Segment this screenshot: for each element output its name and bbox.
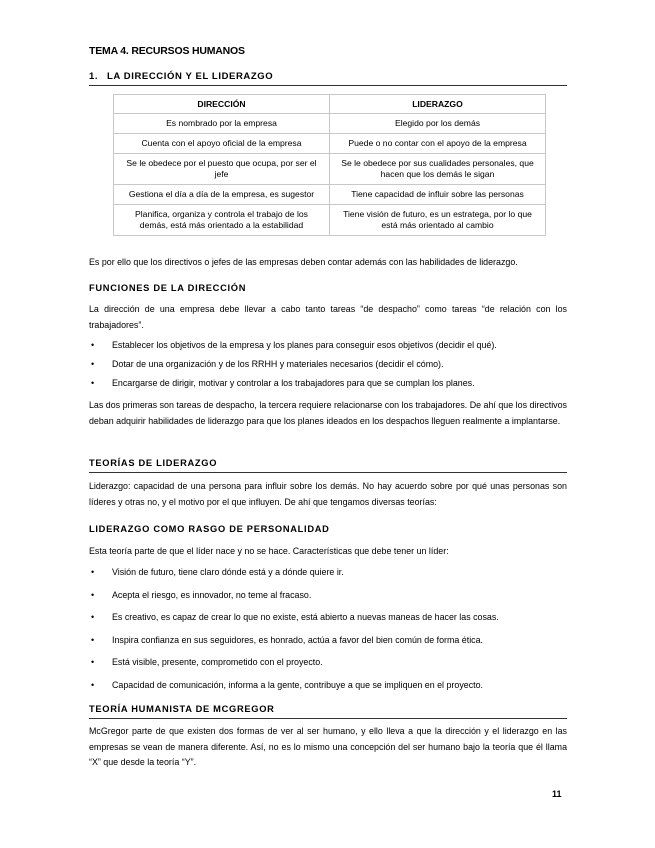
bullet-marker: • xyxy=(91,378,95,388)
list-item-text: Dotar de una organización y de los RRHH y materiales necesarios (decidir el cómo). xyxy=(112,359,444,369)
table-row xyxy=(114,205,546,236)
table-cell: Se le obedece por el puesto que ocupa, por ser el jefe xyxy=(114,154,330,185)
rasgo-bullet-list xyxy=(89,567,567,702)
list-item-text: Visión de futuro, tiene claro dónde está y a dónde quiere ir. xyxy=(112,567,344,577)
section-label: LA DIRECCIÓN Y EL LIDERAZGO xyxy=(107,71,274,82)
section-heading-rasgo: LIDERAZGO COMO RASGO DE PERSONALIDAD xyxy=(89,524,330,534)
section-heading-funciones: FUNCIONES DE LA DIRECCIÓN xyxy=(89,283,247,293)
table-header-liderazgo: LIDERAZGO xyxy=(330,95,546,114)
list-item xyxy=(89,635,567,658)
list-item xyxy=(89,359,567,378)
bullet-marker: • xyxy=(91,340,95,350)
bullet-marker: • xyxy=(91,679,95,690)
paragraph-teorias: Liderazgo: capacidad de una persona para influir sobre los demás. No hay acuerdo sobre por qué unas personas son líderes y otras no, y el motivo por el que influyen. De ahí que tengamos diversas teorías: xyxy=(89,481,567,507)
list-item xyxy=(89,657,567,680)
list-item-text: Capacidad de comunicación, informa a la gente, contribuye a que se impliquen en el proyecto. xyxy=(112,679,484,690)
bullet-marker: • xyxy=(91,567,95,577)
bullet-marker: • xyxy=(91,359,95,369)
list-item xyxy=(89,612,567,635)
section-heading-humanista: TEORÍA HUMANISTA DE MCGREGOR xyxy=(89,704,567,719)
paragraph-after-table: Es por ello que los directivos o jefes de las empresas deben contar además con las habilidades de liderazgo. xyxy=(89,257,518,267)
bullet-marker: • xyxy=(91,589,95,600)
bullet-marker: • xyxy=(91,634,95,645)
section-number: 1. xyxy=(89,71,99,82)
list-item xyxy=(89,567,567,590)
list-item-text: Inspira confianza en sus seguidores, es honrado, actúa a favor del bien común de forma ética. xyxy=(112,634,483,645)
list-item xyxy=(89,590,567,613)
table-cell: Es nombrado por la empresa xyxy=(114,114,330,134)
list-item-text: Acepta el riesgo, es innovador, no teme al fracaso. xyxy=(112,589,312,600)
list-item xyxy=(89,378,567,397)
table-header-row xyxy=(114,95,546,114)
list-item-text: Es creativo, es capaz de crear lo que no existe, está abierto a nuevas maneas de hacer las cosas. xyxy=(112,612,499,622)
paragraph-rasgo-intro: Esta teoría parte de que el líder nace y no se hace. Características que debe tener un líder: xyxy=(89,546,449,556)
table-cell: Planifica, organiza y controla el trabajo de los demás, está más orientado a la estabilidad xyxy=(114,205,330,236)
table-header-direccion: DIRECCIÓN xyxy=(114,95,330,114)
table-cell: Cuenta con el apoyo oficial de la empresa xyxy=(114,134,330,154)
page-number: 11 xyxy=(552,789,562,799)
list-item xyxy=(89,340,567,359)
table-cell: Elegido por los demás xyxy=(330,114,546,134)
table-cell: Gestiona el día a día de la empresa, es sugestor xyxy=(114,185,330,205)
comparison-table xyxy=(113,94,546,236)
paragraph-humanista: McGregor parte de que existen dos formas de ver al ser humano, y ello lleva a que la dirección y el liderazgo en las empresas se vean de manera diferente. Así, no es lo mismo una concepción del ser humano bajo la teoría que él llama “X” que desde la teoría “Y”. xyxy=(89,726,567,767)
table-row xyxy=(114,185,546,205)
section-heading-1 xyxy=(89,71,567,86)
table-row xyxy=(114,154,546,185)
list-item-text: Establecer los objetivos de la empresa y los planes para conseguir esos objetivos (decidir el qué). xyxy=(112,340,497,350)
list-item-text: Encargarse de dirigir, motivar y controlar a los trabajadores para que se cumplan los planes. xyxy=(112,378,475,388)
bullet-marker: • xyxy=(91,657,95,667)
table-cell: Tiene capacidad de influir sobre las personas xyxy=(330,185,546,205)
list-item-text: Está visible, presente, comprometido con el proyecto. xyxy=(112,657,323,667)
table-cell: Se le obedece por sus cualidades personales, que hacen que los demás le sigan xyxy=(330,154,546,185)
table-cell: Puede o no contar con el apoyo de la empresa xyxy=(330,134,546,154)
list-item xyxy=(89,680,567,703)
paragraph-funciones-intro: La dirección de una empresa debe llevar a cabo tanto tareas “de despacho” como tareas “de relación con los trabajadores”. xyxy=(89,304,567,330)
table-cell: Tiene visión de futuro, es un estratega, por lo que está más orientado al cambio xyxy=(330,205,546,236)
paragraph-funciones-closing: Las dos primeras son tareas de despacho, la tercera requiere relacionarse con los trabajadores. De ahí que los directivos deban adquirir habilidades de liderazgo para que los planes ideados en los despachos lleguen realmente a implantarse. xyxy=(89,400,567,426)
funciones-bullet-list xyxy=(89,340,567,397)
table-row xyxy=(114,134,546,154)
table-row xyxy=(114,114,546,134)
section-heading-teorias: TEORÍAS DE LIDERAZGO xyxy=(89,458,567,473)
page-title: TEMA 4. RECURSOS HUMANOS xyxy=(89,45,245,57)
bullet-marker: • xyxy=(91,612,95,622)
